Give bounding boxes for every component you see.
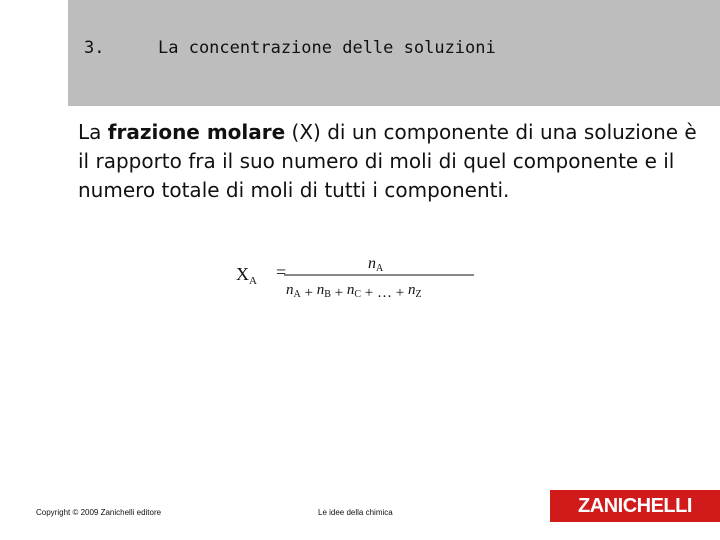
section-title: La concentrazione delle soluzioni [158, 38, 496, 58]
formula-numerator: nA [368, 255, 384, 274]
definition-text: (X) di un componente di una soluzione è il rapporto fra il suo numero di moli di quel componente e il numero totale di moli di tutti i componenti. [78, 120, 697, 202]
definition-intro: La [78, 120, 108, 144]
footer-copyright: Copyright © 2009 Zanichelli editore [36, 508, 162, 517]
footer-book-title: Le idee della chimica [318, 508, 393, 517]
denominator-term-1: n [316, 282, 325, 298]
denominator-op-2: + … + [361, 285, 408, 301]
zanichelli-logo: ZANICHELLI [550, 490, 720, 522]
denominator-sub-1: B [324, 289, 331, 300]
denominator-term-3: n [407, 282, 416, 298]
formula-denominator [286, 282, 422, 301]
denominator-op-0: + [300, 285, 317, 301]
definition-term: frazione molare [107, 120, 286, 144]
header-bar [68, 0, 720, 106]
formula-equals: = [276, 262, 287, 282]
denominator-sub-2: C [354, 289, 362, 300]
formula-lhs: $X_A$ [236, 264, 257, 287]
denominator-op-1: + [330, 285, 347, 301]
section-number: 3. [84, 38, 105, 58]
mole-fraction-formula [230, 252, 490, 312]
denominator-term-0: n [286, 282, 294, 298]
definition-paragraph [78, 118, 698, 205]
denominator-term-2: n [346, 282, 355, 298]
denominator-sub-0: A [293, 289, 301, 300]
denominator-sub-3: Z [415, 289, 422, 300]
